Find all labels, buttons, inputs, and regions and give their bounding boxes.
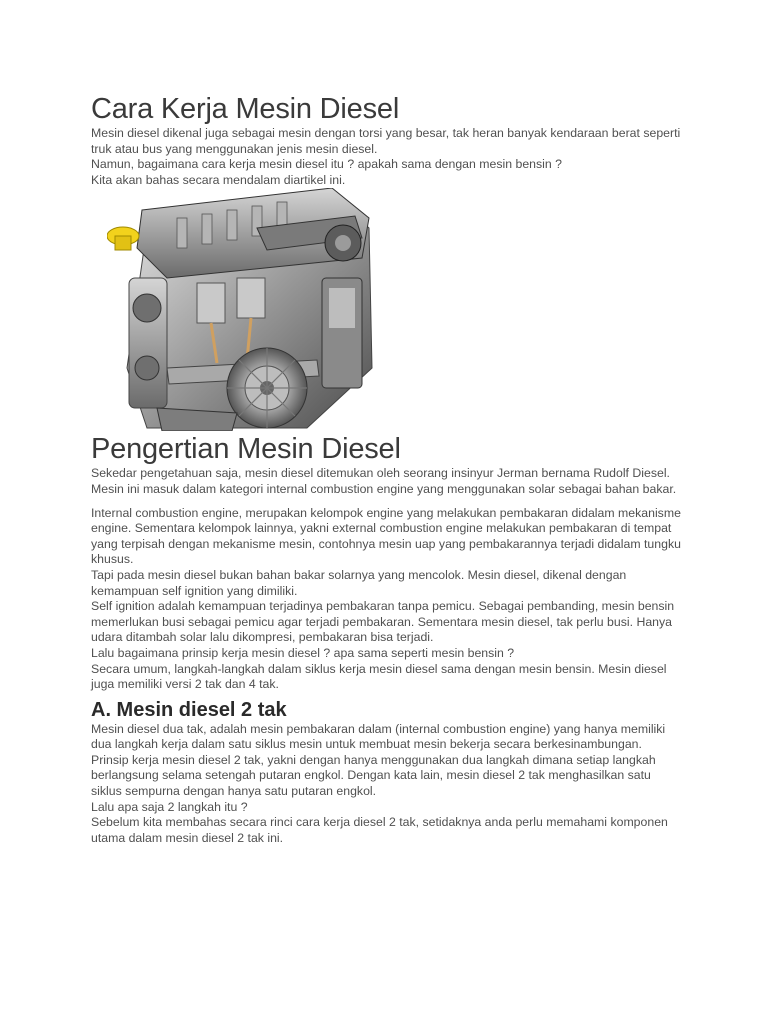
diesel-engine-illustration-icon [107,188,377,431]
document-content [91,92,681,846]
section1-paragraph-2: Internal combustion engine, merupakan kelompok engine yang melakukan pembakaran didalam mekanisme engine. Sementara kelompok lainnya, yakni external combustion engine melakukan pembakaran di tempat yang terpisah dengan mekanisme mesin, contohnya mesin uap yang pembakarannya terjadi didalam tungku khusus. [91,505,681,567]
section2-paragraph-4: Sebelum kita membahas secara rinci cara kerja diesel 2 tak, setidaknya anda perlu memahami komponen utama dalam mesin diesel 2 tak ini. [91,815,668,845]
paragraph-gap [91,498,681,506]
section2-paragraph-1: Mesin diesel dua tak, adalah mesin pembakaran dalam (internal combustion engine) yang hanya memiliki dua langkah kerja dalam satu siklus mesin untuk membuat mesin bekerja secara berkesinambungan. [91,721,666,752]
diesel-engine-image [107,188,377,431]
intro-paragraph-3: Kita akan bahas secara mendalam diartikel ini. [91,172,346,187]
section1-paragraph-3: Tapi pada mesin diesel bukan bahan bakar solarnya yang mencolok. Mesin diesel, dikenal dengan kemampuan self ignition yang dimiliki. [91,567,627,598]
section1-paragraph-1: Sekedar pengetahuan saja, mesin diesel ditemukan oleh seorang insinyur Jerman bernama Rudolf Diesel. Mesin ini masuk dalam kategori internal combustion engine yang menggunakan solar sebagai bahan bakar. [91,466,677,496]
section1-paragraph-4: Self ignition adalah kemampuan terjadinya pembakaran tanpa pemicu. Sebagai pembanding, mesin bensin memerlukan busi sebagai pemicu agar terjadi pembakaran. Sementara mesin diesel, tak perlu busi. Hanya udara ditambah solar lalu dikompresi, pembakaran bisa terjadi. [91,599,675,645]
section1-paragraph-5: Lalu bagaimana prinsip kerja mesin diesel ? apa sama seperti mesin bensin ? [91,645,515,660]
intro-paragraph-1: Mesin diesel dikenal juga sebagai mesin dengan torsi yang besar, tak heran banyak kendaraan berat seperti truk atau bus yang menggunakan jenis mesin diesel. [91,126,681,156]
section-title-2-tak: A. Mesin diesel 2 tak [91,698,287,721]
section2-paragraph-2: Prinsip kerja mesin diesel 2 tak, yakni dengan hanya menggunakan dua langkah dimana setiap langkah berlangsung selama setengah putaran engkol. Dengan kata lain, mesin diesel 2 tak menghasilkan satu siklus sempurna dengan hanya satu putaran engkol. [91,752,656,799]
section2-paragraph-3: Lalu apa saja 2 langkah itu ? [91,799,248,814]
page-title: Cara Kerja Mesin Diesel [91,93,400,125]
intro-paragraph-2: Namun, bagaimana cara kerja mesin diesel itu ? apakah sama dengan mesin bensin ? [91,157,562,172]
section1-paragraph-6: Secara umum, langkah-langkah dalam siklus kerja mesin diesel sama dengan mesin bensin. Mesin diesel juga memiliki versi 2 tak dan 4 tak. [91,661,667,692]
section-title-pengertian: Pengertian Mesin Diesel [91,433,401,466]
